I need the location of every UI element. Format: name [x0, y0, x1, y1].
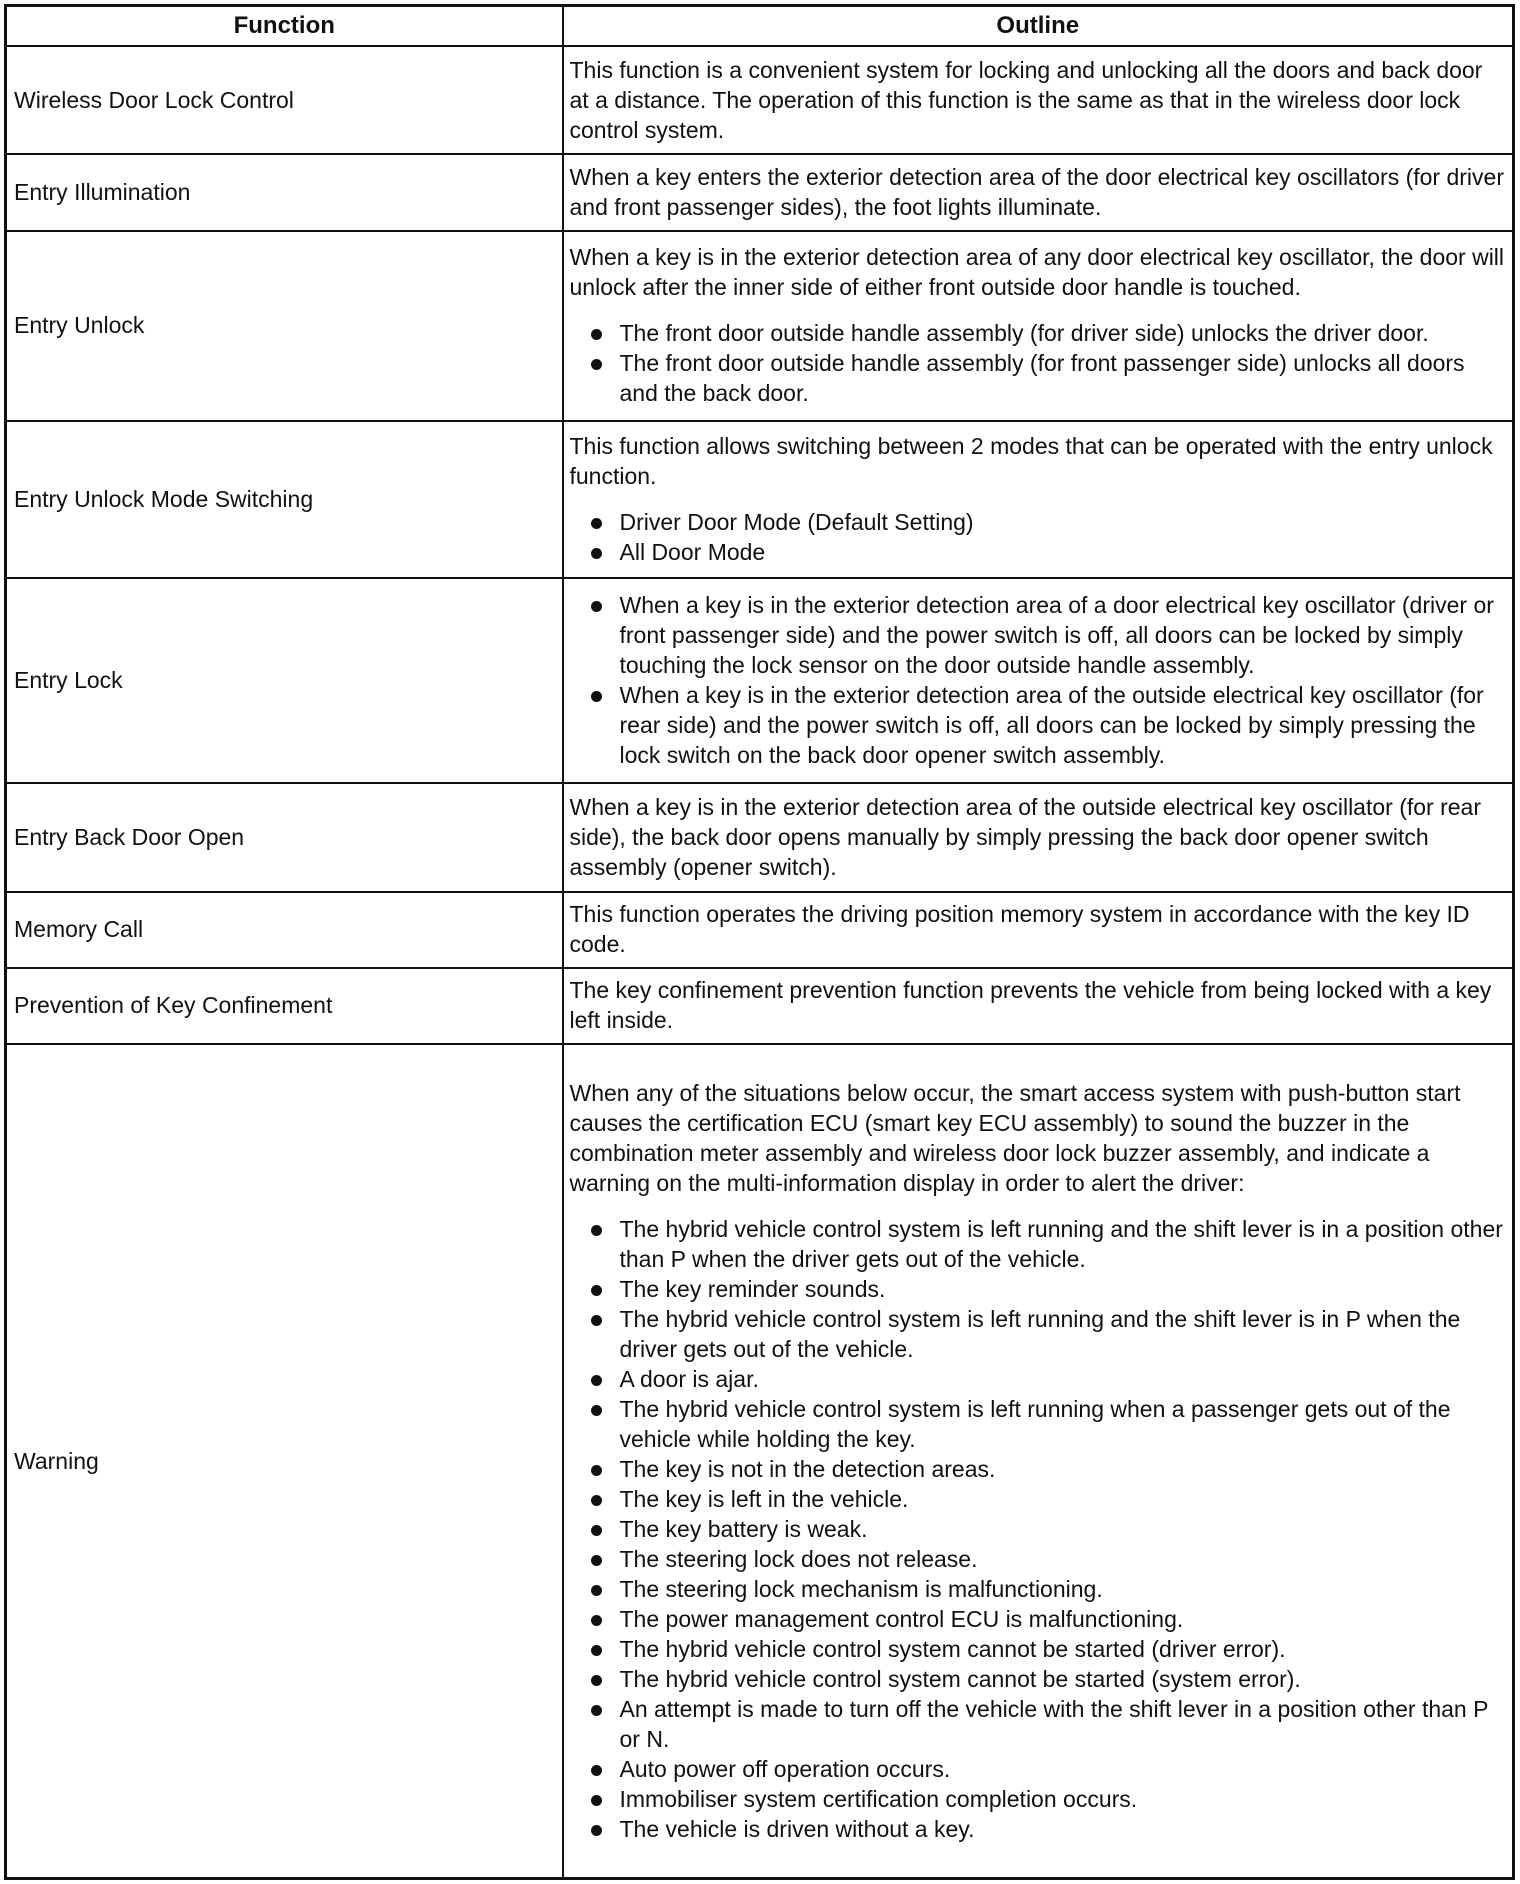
- outline-cell: [563, 154, 1514, 230]
- outline-cell: [563, 421, 1514, 579]
- outline-cell: [563, 231, 1514, 421]
- table-body: [6, 46, 1514, 1879]
- outline-paragraph: The key confinement prevention function prevents the vehicle from being locked with a key left inside.: [569, 977, 1492, 1034]
- bullet-item: Immobiliser system certification completion occurs.: [570, 1784, 1507, 1814]
- bullet-item: The key is left in the vehicle.: [570, 1484, 1507, 1514]
- outline-cell: [563, 578, 1514, 783]
- bullet-item: An attempt is made to turn off the vehicle with the shift lever in a position other than P or N.: [570, 1694, 1507, 1754]
- table-row: [6, 421, 1514, 579]
- bullet-item: Auto power off operation occurs.: [570, 1754, 1507, 1784]
- function-cell: Wireless Door Lock Control: [6, 46, 563, 154]
- bullet-item: All Door Mode: [570, 537, 1507, 567]
- bullet-item: The front door outside handle assembly (for front passenger side) unlocks all doors and the back door.: [570, 348, 1507, 408]
- function-cell: Entry Lock: [6, 578, 563, 783]
- outline-paragraph: This function allows switching between 2 modes that can be operated with the entry unlock function.: [569, 432, 1493, 489]
- outline-cell: [563, 1044, 1514, 1878]
- bullet-list: [570, 590, 1507, 770]
- table-row: [6, 154, 1514, 230]
- function-outline-table: [4, 4, 1515, 1880]
- bullet-item: The hybrid vehicle control system is left running and the shift lever is in P when the driver gets out of the vehicle.: [570, 1304, 1507, 1364]
- table-header-row: [6, 6, 1514, 47]
- function-cell: Entry Back Door Open: [6, 783, 563, 891]
- outline-paragraph: When a key is in the exterior detection area of the outside electrical key oscillator (for rear side), the back door opens manually by simply pressing the back door opener switch assembly (opener switch).: [569, 793, 1481, 880]
- function-cell: Warning: [6, 1044, 563, 1878]
- bullet-list: [570, 1214, 1507, 1844]
- bullet-item: The hybrid vehicle control system cannot be started (system error).: [570, 1664, 1507, 1694]
- bullet-item: The power management control ECU is malfunctioning.: [570, 1604, 1507, 1634]
- bullet-list: [570, 318, 1507, 408]
- bullet-item: The front door outside handle assembly (for driver side) unlocks the driver door.: [570, 318, 1507, 348]
- table-row: [6, 968, 1514, 1044]
- function-cell: Prevention of Key Confinement: [6, 968, 563, 1044]
- table-row: [6, 46, 1514, 154]
- bullet-item: The steering lock does not release.: [570, 1544, 1507, 1574]
- table-row: [6, 892, 1514, 968]
- document-page: [4, 4, 1512, 1880]
- table-row: [6, 578, 1514, 783]
- outline-paragraph: This function operates the driving position memory system in accordance with the key ID code.: [569, 901, 1470, 958]
- table-row: [6, 231, 1514, 421]
- bullet-item: The steering lock mechanism is malfunctioning.: [570, 1574, 1507, 1604]
- outline-cell: [563, 783, 1514, 891]
- function-cell: Entry Unlock: [6, 231, 563, 421]
- bullet-item: When a key is in the exterior detection area of the outside electrical key oscillator (for rear side) and the power switch is off, all doors can be locked by simply pressing the lock switch on the back door opener switch assembly.: [570, 680, 1507, 770]
- bullet-item: The key reminder sounds.: [570, 1274, 1507, 1304]
- function-cell: Entry Unlock Mode Switching: [6, 421, 563, 579]
- outline-paragraph: When a key is in the exterior detection area of any door electrical key oscillator, the door will unlock after the inner side of either front outside door handle is touched.: [569, 244, 1505, 301]
- outline-cell: [563, 46, 1514, 154]
- outline-cell: [563, 968, 1514, 1044]
- bullet-item: The hybrid vehicle control system cannot be started (driver error).: [570, 1634, 1507, 1664]
- bullet-item: When a key is in the exterior detection area of a door electrical key oscillator (driver or front passenger side) and the power switch is off, all doors can be locked by simply touching the lock sensor on the door outside handle assembly.: [570, 590, 1507, 680]
- outline-cell: [563, 892, 1514, 968]
- table-row: [6, 1044, 1514, 1878]
- bullet-item: The key battery is weak.: [570, 1514, 1507, 1544]
- bullet-item: Driver Door Mode (Default Setting): [570, 507, 1507, 537]
- bullet-item: A door is ajar.: [570, 1364, 1507, 1394]
- bullet-item: The hybrid vehicle control system is left running when a passenger gets out of the vehicle while holding the key.: [570, 1394, 1507, 1454]
- table-row: [6, 783, 1514, 891]
- function-cell: Memory Call: [6, 892, 563, 968]
- bullet-list: [570, 507, 1507, 567]
- outline-paragraph: When any of the situations below occur, the smart access system with push-button start causes the certification ECU (smart key ECU assembly) to sound the buzzer in the combination meter assembly and wireless door lock buzzer assembly, and indicate a warning on the multi-information display in order to alert the driver:: [569, 1079, 1461, 1196]
- outline-column-header: Outline: [563, 6, 1514, 47]
- function-column-header: Function: [6, 6, 563, 47]
- bullet-item: The hybrid vehicle control system is left running and the shift lever is in a position other than P when the driver gets out of the vehicle.: [570, 1214, 1507, 1274]
- outline-paragraph: When a key enters the exterior detection area of the door electrical key oscillators (for driver and front passenger sides), the foot lights illuminate.: [569, 163, 1504, 220]
- bullet-item: The key is not in the detection areas.: [570, 1454, 1507, 1484]
- bullet-item: The vehicle is driven without a key.: [570, 1814, 1507, 1844]
- function-cell: Entry Illumination: [6, 154, 563, 230]
- outline-paragraph: This function is a convenient system for locking and unlocking all the doors and back door at a distance. The operation of this function is the same as that in the wireless door lock control system.: [569, 56, 1483, 143]
